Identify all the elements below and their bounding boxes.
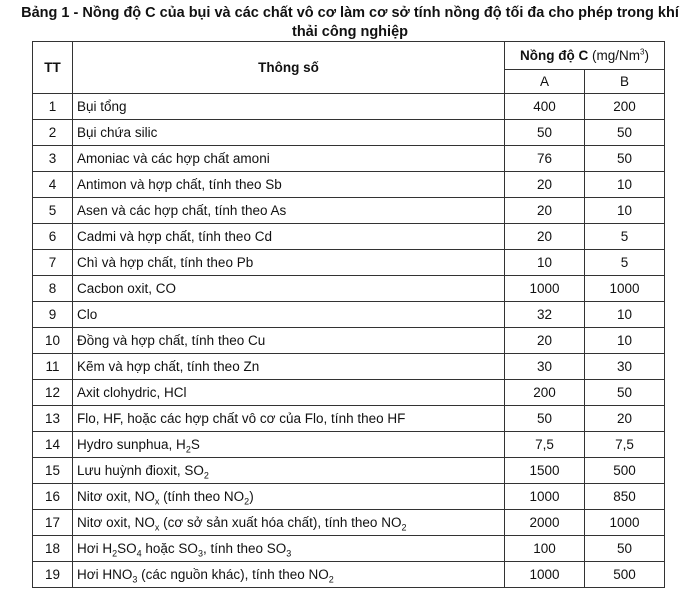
unit-superscript: 3 (640, 47, 645, 57)
value-b: 200 (585, 94, 665, 120)
row-number: 18 (33, 536, 73, 562)
value-b: 10 (585, 328, 665, 354)
row-number: 11 (33, 354, 73, 380)
value-a: 1000 (505, 484, 585, 510)
parameter-name-text: Cacbon oxit, CO (77, 281, 177, 296)
parameter-name-text: Kẽm và hợp chất, tính theo Zn (77, 359, 260, 374)
row-number: 7 (33, 250, 73, 276)
parameter-name-text: Nitơ oxit, NO (77, 489, 155, 504)
value-b: 1000 (585, 510, 665, 536)
parameter-name-text: Amoniac và các hợp chất amoni (77, 151, 270, 166)
row-number: 5 (33, 198, 73, 224)
subscript: 2 (112, 548, 118, 559)
table-row (33, 250, 665, 276)
unit-prefix: (mg/Nm (592, 48, 641, 63)
row-number: 13 (33, 406, 73, 432)
parameter-name (73, 510, 505, 536)
subscript: 3 (197, 548, 203, 559)
value-b: 10 (585, 198, 665, 224)
parameter-name (73, 120, 505, 146)
value-a: 1000 (505, 562, 585, 588)
parameter-name (73, 562, 505, 588)
value-a: 1500 (505, 458, 585, 484)
row-number: 14 (33, 432, 73, 458)
parameter-name (73, 328, 505, 354)
header-concentration-label: Nồng độ C (520, 48, 589, 63)
parameter-name (73, 406, 505, 432)
table-title-line-2: thải công nghiệp (292, 24, 408, 40)
header-tt: TT (33, 42, 73, 94)
row-number: 4 (33, 172, 73, 198)
value-a: 20 (505, 198, 585, 224)
subscript: x (154, 496, 160, 507)
parameter-name-text: SO (117, 541, 137, 556)
parameter-name (73, 250, 505, 276)
value-a: 2000 (505, 510, 585, 536)
value-a: 7,5 (505, 432, 585, 458)
value-a: 400 (505, 94, 585, 120)
parameter-name-text: Hơi HNO (77, 567, 133, 582)
unit-suffix: ) (644, 48, 649, 63)
header-col-b: B (585, 70, 665, 94)
parameter-name (73, 224, 505, 250)
parameter-name (73, 198, 505, 224)
table-title-line-1: Bảng 1 - Nồng độ C của bụi và các chất vô cơ làm cơ sở tính nồng độ tối đa cho phép trong khí (21, 5, 679, 21)
parameter-name (73, 380, 505, 406)
parameter-name (73, 484, 505, 510)
concentration-table (32, 41, 665, 588)
table-row (33, 536, 665, 562)
parameter-name-text: Antimon và hợp chất, tính theo Sb (77, 177, 282, 192)
parameter-name-text: Hơi H (77, 541, 113, 556)
value-b: 50 (585, 536, 665, 562)
header-parameter: Thông số (73, 42, 505, 94)
parameter-name-text: Asen và các hợp chất, tính theo As (77, 203, 287, 218)
subscript: 2 (203, 470, 209, 481)
row-number: 8 (33, 276, 73, 302)
value-b: 5 (585, 224, 665, 250)
value-b: 500 (585, 562, 665, 588)
parameter-name-text: Clo (77, 307, 98, 322)
value-a: 32 (505, 302, 585, 328)
value-a: 50 (505, 406, 585, 432)
parameter-name-text: Axit clohydric, HCl (77, 385, 187, 400)
header-concentration (505, 42, 665, 70)
row-number: 19 (33, 562, 73, 588)
table-title (0, 4, 700, 42)
subscript: 3 (132, 574, 138, 585)
table-row (33, 146, 665, 172)
row-number: 9 (33, 302, 73, 328)
parameter-name (73, 458, 505, 484)
value-a: 1000 (505, 276, 585, 302)
row-number: 17 (33, 510, 73, 536)
value-b: 10 (585, 172, 665, 198)
subscript: 2 (244, 496, 250, 507)
table-row (33, 120, 665, 146)
parameter-name-text: (cơ sở sản xuất hóa chất), tính theo NO (159, 515, 402, 530)
value-b: 850 (585, 484, 665, 510)
parameter-name (73, 94, 505, 120)
value-b: 20 (585, 406, 665, 432)
subscript: 2 (328, 574, 334, 585)
table-row (33, 380, 665, 406)
row-number: 10 (33, 328, 73, 354)
parameter-name-text: Lưu huỳnh đioxit, SO (77, 463, 204, 478)
parameter-name (73, 276, 505, 302)
value-a: 20 (505, 328, 585, 354)
parameter-name-text: (tính theo NO (159, 489, 245, 504)
value-b: 7,5 (585, 432, 665, 458)
parameter-name-text: hoặc SO (141, 541, 198, 556)
table-row (33, 198, 665, 224)
table-row (33, 406, 665, 432)
header-concentration-unit (592, 48, 649, 63)
table-body (33, 94, 665, 588)
parameter-name-text: Chì và hợp chất, tính theo Pb (77, 255, 254, 270)
table-row (33, 354, 665, 380)
parameter-name-text: Bụi chứa silic (77, 125, 158, 140)
subscript: x (154, 522, 160, 533)
parameter-name-text: Đồng và hợp chất, tính theo Cu (77, 333, 266, 348)
value-a: 30 (505, 354, 585, 380)
table-row (33, 94, 665, 120)
value-a: 20 (505, 224, 585, 250)
row-number: 3 (33, 146, 73, 172)
parameter-name (73, 354, 505, 380)
row-number: 6 (33, 224, 73, 250)
value-b: 30 (585, 354, 665, 380)
parameter-name-text: ) (249, 489, 254, 504)
value-a: 76 (505, 146, 585, 172)
row-number: 1 (33, 94, 73, 120)
value-a: 20 (505, 172, 585, 198)
parameter-name-text: (các nguồn khác), tính theo NO (137, 567, 329, 582)
parameter-name-text: Bụi tổng (77, 99, 127, 114)
value-b: 50 (585, 120, 665, 146)
value-a: 10 (505, 250, 585, 276)
table-row (33, 562, 665, 588)
row-number: 12 (33, 380, 73, 406)
table-row (33, 302, 665, 328)
parameter-name (73, 172, 505, 198)
table-row (33, 458, 665, 484)
table-row (33, 172, 665, 198)
subscript: 2 (401, 522, 407, 533)
parameter-name-text: Flo, HF, hoặc các hợp chất vô cơ của Flo, tính theo HF (77, 411, 406, 426)
subscript: 4 (136, 548, 142, 559)
value-b: 1000 (585, 276, 665, 302)
subscript: 2 (185, 444, 191, 455)
table-row (33, 328, 665, 354)
parameter-name (73, 302, 505, 328)
value-b: 5 (585, 250, 665, 276)
value-b: 500 (585, 458, 665, 484)
row-number: 15 (33, 458, 73, 484)
parameter-name (73, 146, 505, 172)
header-col-a: A (505, 70, 585, 94)
value-b: 50 (585, 380, 665, 406)
value-a: 200 (505, 380, 585, 406)
parameter-name-text: Cadmi và hợp chất, tính theo Cd (77, 229, 272, 244)
parameter-name (73, 432, 505, 458)
parameter-name-text: Nitơ oxit, NO (77, 515, 155, 530)
subscript: 3 (286, 548, 292, 559)
table-row (33, 484, 665, 510)
parameter-name-text: , tính theo SO (202, 541, 287, 556)
table-row (33, 510, 665, 536)
parameter-name (73, 536, 505, 562)
row-number: 2 (33, 120, 73, 146)
value-a: 50 (505, 120, 585, 146)
table-row (33, 276, 665, 302)
value-a: 100 (505, 536, 585, 562)
value-b: 50 (585, 146, 665, 172)
value-b: 10 (585, 302, 665, 328)
row-number: 16 (33, 484, 73, 510)
table-row (33, 432, 665, 458)
table-row (33, 224, 665, 250)
parameter-name-text: Hydro sunphua, H (77, 437, 186, 452)
parameter-name-text: S (190, 437, 200, 452)
